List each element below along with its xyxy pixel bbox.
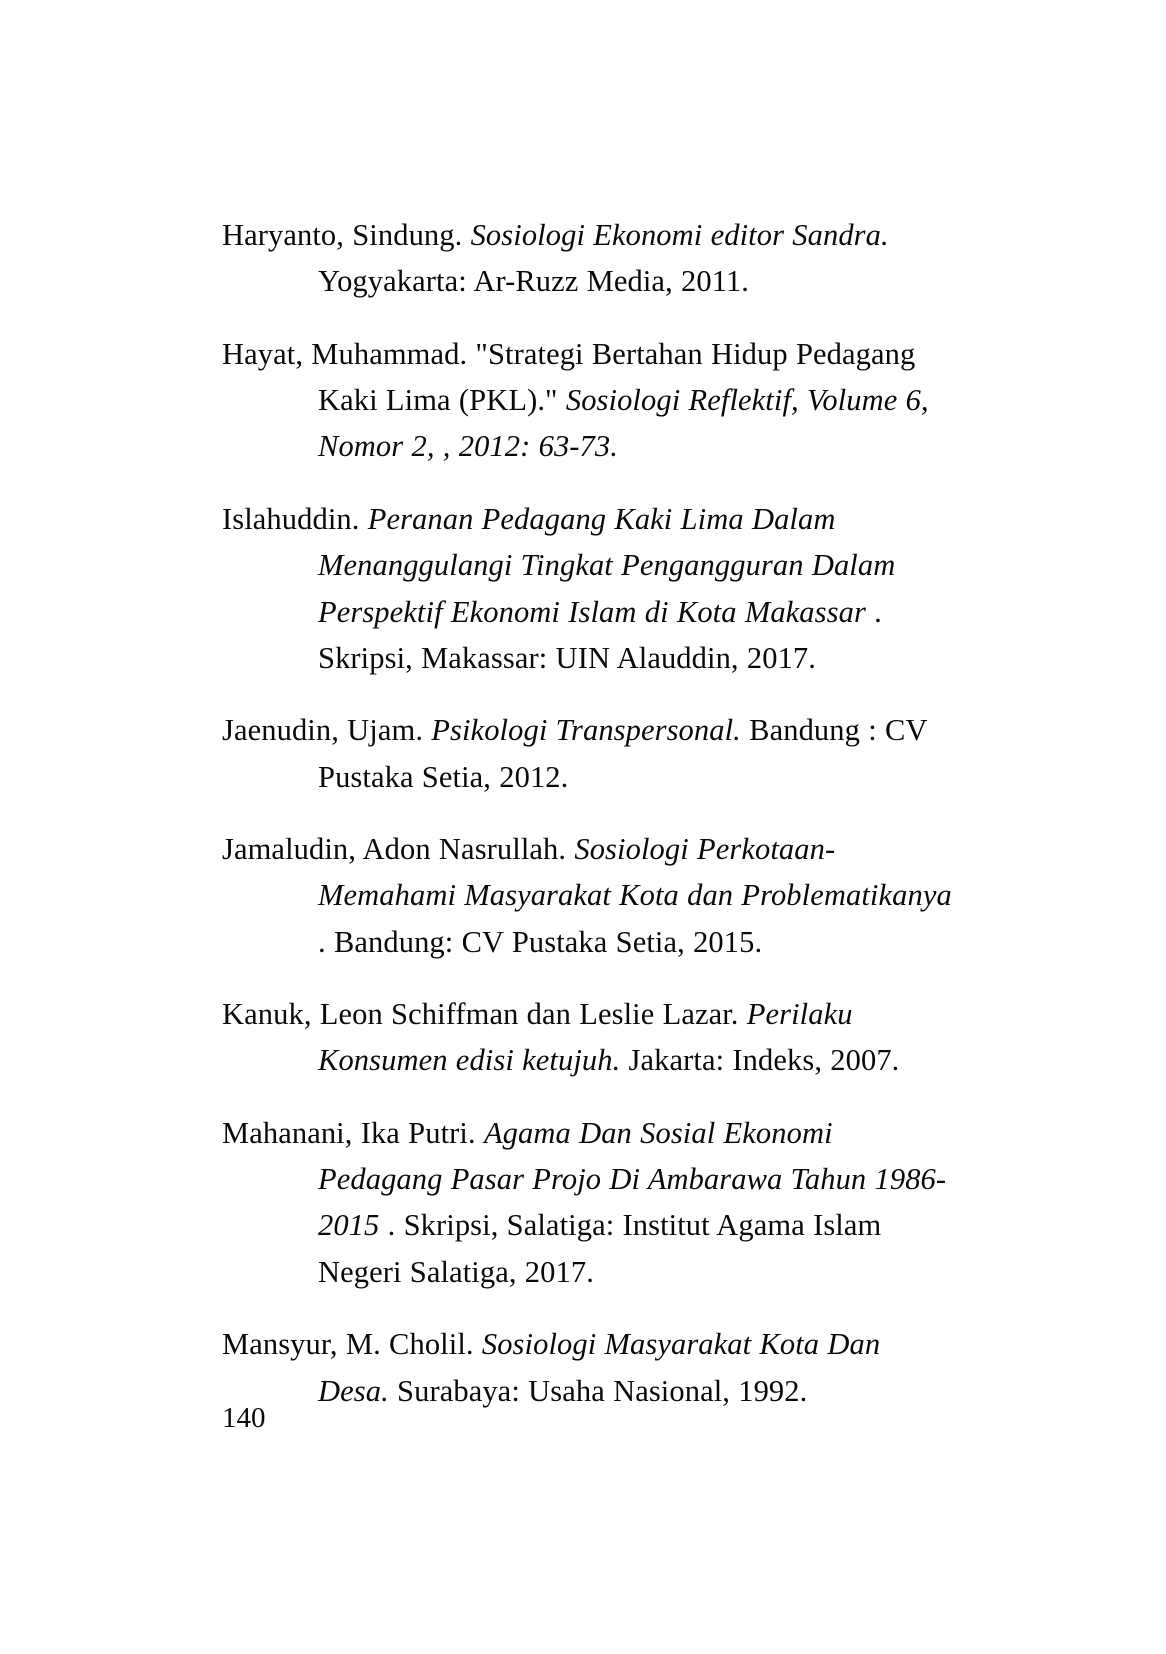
- citation-text: Yogyakarta: Ar-Ruzz Media, 2011.: [318, 264, 750, 299]
- citation-title: Sosiologi Masyarakat Kota Dan Desa.: [318, 1327, 881, 1408]
- citation-text: Surabaya: Usaha Nasional, 1992.: [388, 1373, 808, 1408]
- citation-title: Sosiologi Reflektif, Volume 6, Nomor 2, , 2012: 63-73.: [318, 383, 929, 464]
- citation-text: Bandung : CV Pustaka Setia, 2012.: [318, 713, 928, 794]
- bibliography-entry: [222, 1321, 952, 1414]
- bibliography-entry: [222, 496, 952, 681]
- citation-text: Jakarta: Indeks, 2007.: [620, 1043, 900, 1078]
- citation-title: Sosiologi Perkotaan- Memahami Masyarakat Kota dan Problematikanya: [318, 831, 952, 913]
- citation-title: Psikologi Transpersonal.: [431, 713, 741, 748]
- citation-text: . Skripsi, Makassar: UIN Alauddin, 2017.: [318, 594, 882, 675]
- citation-title: Perilaku Konsumen edisi ketujuh.: [318, 997, 853, 1078]
- bibliography-entry: [222, 1110, 952, 1295]
- citation-text: Jamaludin, Adon Nasrullah.: [222, 831, 575, 866]
- bibliography-entry: [222, 331, 952, 470]
- bibliography-entry: [222, 826, 952, 965]
- citation-text: . Bandung: CV Pustaka Setia, 2015.: [318, 924, 763, 959]
- citation-text: Mansyur, M. Cholil.: [222, 1327, 482, 1362]
- citation-text: Kanuk, Leon Schiffman dan Leslie Lazar.: [222, 997, 747, 1032]
- bibliography-entry: [222, 991, 952, 1084]
- citation-title: Peranan Pedagang Kaki Lima Dalam Menanggulangi Tingkat Pengangguran Dalam Perspektif Ekonomi Islam di Kota Makassar: [318, 501, 896, 629]
- citation-title: Agama Dan Sosial Ekonomi Pedagang Pasar Projo Di Ambarawa Tahun 1986- 2015: [318, 1115, 947, 1243]
- bibliography-entry: [222, 212, 952, 305]
- citation-text: Haryanto, Sindung.: [222, 218, 471, 252]
- citation-text: Hayat, Muhammad. "Strategi Bertahan Hidup Pedagang Kaki Lima (PKL).": [222, 336, 916, 418]
- citation-text: Islahuddin.: [222, 501, 368, 536]
- citation-text: . Skripsi, Salatiga: Institut Agama Islam Negeri Salatiga, 2017.: [318, 1208, 882, 1289]
- page-number: 140: [222, 1402, 266, 1434]
- bibliography-entry: [222, 707, 952, 800]
- bibliography-list: [222, 212, 952, 1440]
- citation-text: Mahanani, Ika Putri.: [222, 1115, 484, 1150]
- citation-text: Jaenudin, Ujam.: [222, 713, 432, 748]
- citation-title: Sosiologi Ekonomi editor Sandra.: [470, 218, 889, 252]
